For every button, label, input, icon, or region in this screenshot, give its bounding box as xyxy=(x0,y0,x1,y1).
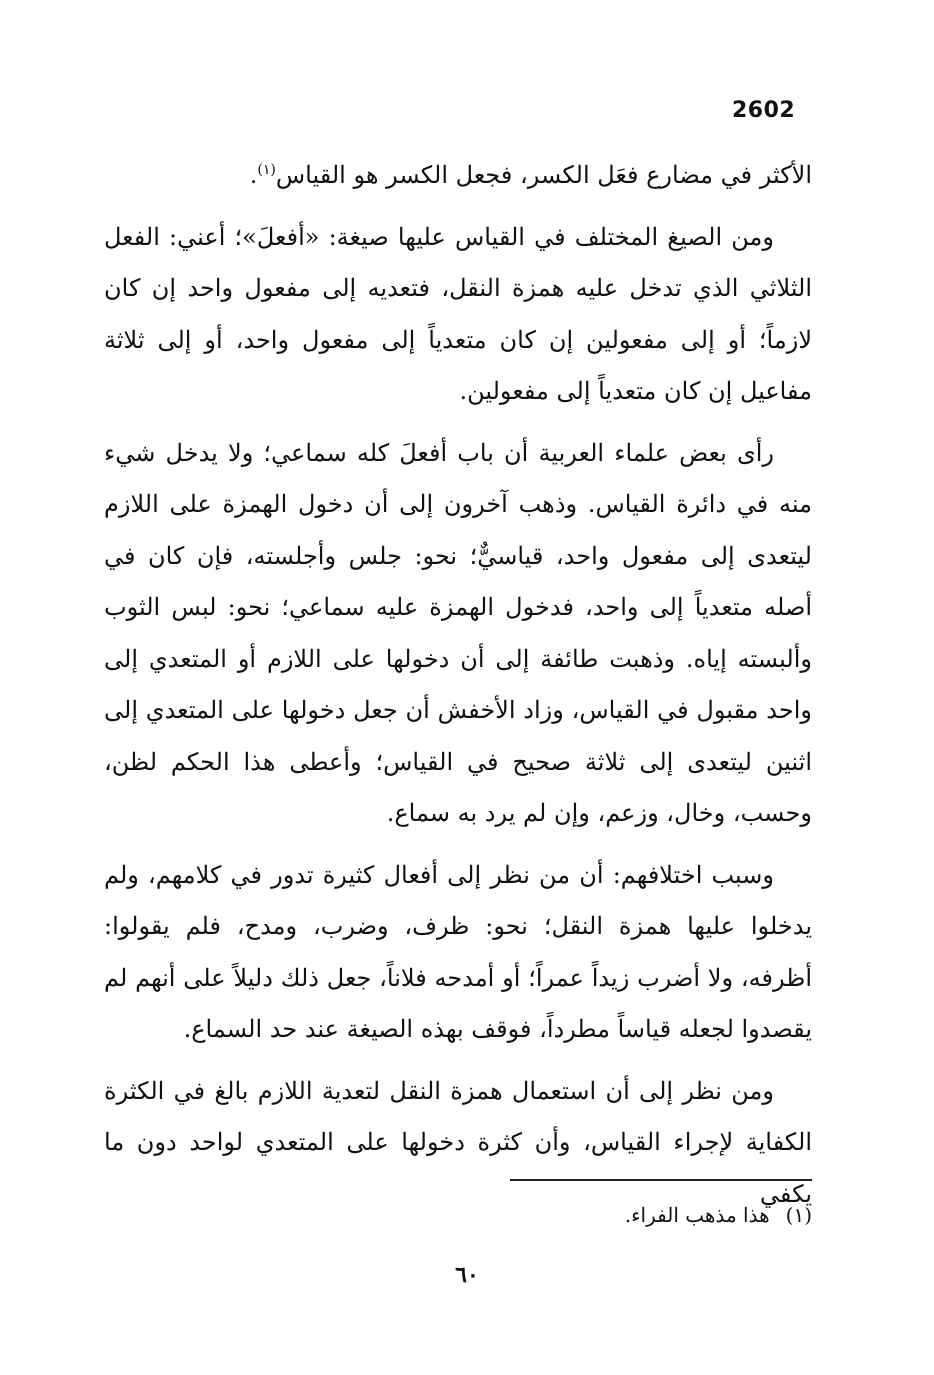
paragraph-3: رأى بعض علماء العربية أن باب أفعلَ كله سماعي؛ ولا يدخل شيء منه في دائرة القياس. وذهب آخرون إلى أن دخول الهمزة على اللازم ليتعدى إلى مفعول واحد، قياسيٌّ؛ نحو: جلس وأجلسته، فإن كان في أصله متعدياً إلى واحد، فدخول الهمزة عليه سماعي؛ نحو: لبس الثوب وألبسته إياه. وذهبت طائفة إلى أن دخولها على اللازم أو المتعدي إلى واحد مقبول في القياس، وزاد الأخفش أن جعل دخولها على المتعدي إلى اثنين ليتعدى إلى ثلاثة صحيح في القياس؛ وأعطى هذا الحكم لظن، وحسب، وخال، وزعم، وإن لم يرد به سماع. xyxy=(104,438,812,827)
page-number: ٦٠ xyxy=(455,1262,479,1288)
reference-number: 2602 xyxy=(732,98,796,123)
paragraph-5: ومن نظر إلى أن استعمال همزة النقل لتعدية اللازم بالغ في الكثرة الكفاية لإجراء القياس، وأن كثرة دخولها على المتعدي لواحد دون ما يكفي xyxy=(104,1076,812,1208)
paragraph-1 xyxy=(104,150,812,202)
footnote xyxy=(420,1203,812,1227)
footnote-text: هذا مذهب الفراء. xyxy=(624,1203,770,1227)
footnote-number: (١) xyxy=(785,1203,812,1227)
paragraph-4: وسبب اختلافهم: أن من نظر إلى أفعال كثيرة تدور في كلامهم، ولم يدخلوا عليها همزة النقل؛ نحو: ظرف، وضرب، ومدح، فلم يقولوا: أظرفه، ولا أضرب زيداً عمراً؛ أو أمدحه فلاناً، جعل ذلك دليلاً على أنهم لم يقصدوا لجعله قياساً مطرداً، فوقف بهذه الصيغة عند حد السماع. xyxy=(104,860,812,1043)
paragraph-1-end: . xyxy=(249,161,258,189)
paragraph-2: ومن الصيغ المختلف في القياس عليها صيغة: «أفعلَ»؛ أعني: الفعل الثلاثي الذي تدخل عليه همزة النقل، فتعديه إلى مفعول واحد إن كان لازماً؛ أو إلى مفعولين إن كان متعدياً إلى مفعول واحد، أو إلى ثلاثة مفاعيل إن كان متعدياً إلى مفعولين. xyxy=(104,222,813,405)
body-text xyxy=(104,150,812,1220)
paragraph-1-text: الأكثر في مضارع فعَل الكسر، فجعل الكسر هو القياس xyxy=(275,161,812,189)
footnote-divider xyxy=(510,1179,812,1181)
footnote-reference[interactable]: (١) xyxy=(257,162,276,178)
